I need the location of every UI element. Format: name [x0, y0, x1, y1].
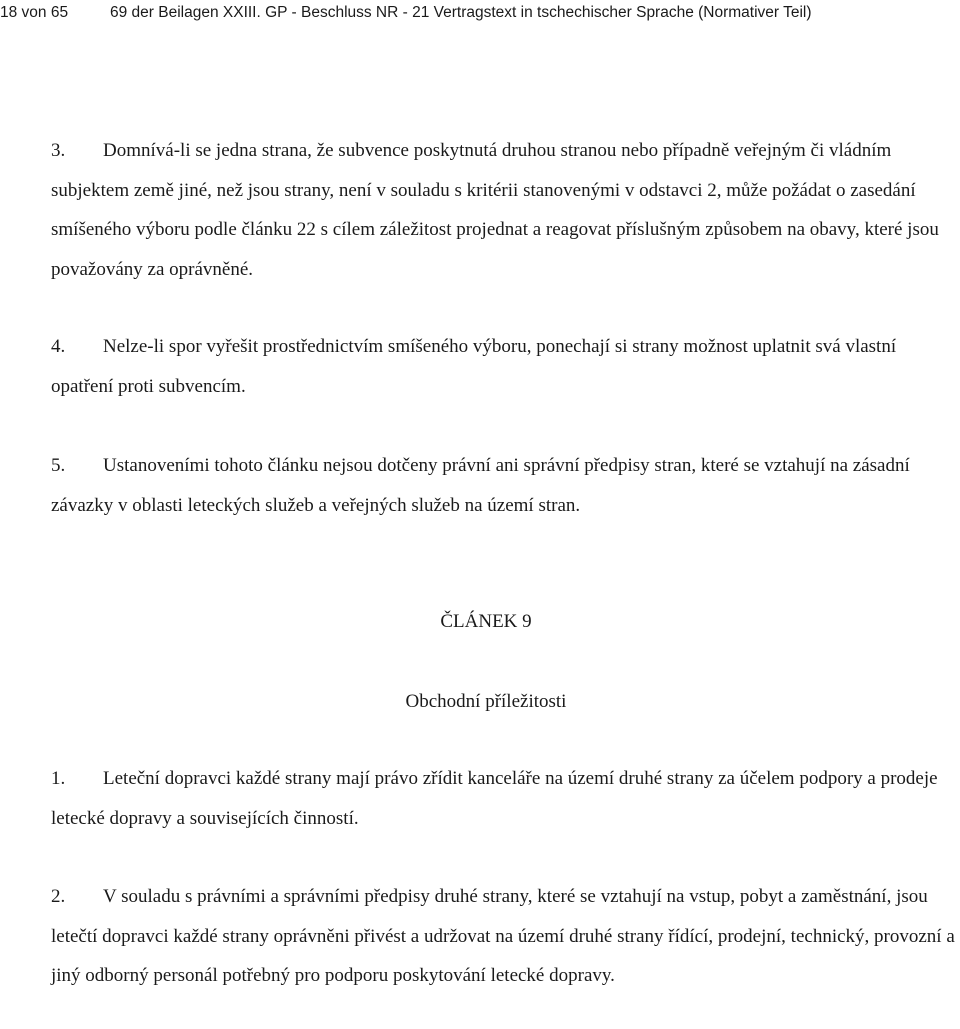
article-subheading: Obchodní příležitosti [405, 691, 567, 712]
paragraph-number: 5. [51, 455, 66, 476]
paragraph-number: 3. [51, 140, 66, 161]
paragraph-4 [51, 327, 959, 406]
paragraph-3 [51, 131, 959, 289]
paragraph-text: Nelze-li spor vyřešit prostřednictvím smíšeného výboru, ponechají si strany možnost uplatnit svá vlastní opatření proti subvencím. [51, 336, 897, 397]
paragraph-number: 4. [51, 336, 66, 357]
document-title: 69 der Beilagen XXIII. GP - Beschluss NR - 21 Vertragstext in tschechischer Sprache (Normativer Teil) [110, 4, 812, 21]
paragraph-number: 2. [51, 886, 66, 907]
article-paragraph-2 [51, 877, 959, 996]
paragraph-text: Leteční dopravci každé strany mají právo zřídit kanceláře na území druhé strany za účelem podpory a prodeje letecké dopravy a souvisejících činností. [51, 768, 938, 829]
page-number: 18 von 65 [0, 4, 69, 21]
paragraph-5 [51, 446, 959, 525]
page-header [0, 2, 960, 24]
paragraph-text: Ustanoveními tohoto článku nejsou dotčeny právní ani správní předpisy stran, které se vztahují na zásadní závazky v oblasti leteckých služeb a veřejných služeb na území stran. [51, 455, 910, 516]
paragraph-text: V souladu s právními a správními předpisy druhé strany, které se vztahují na vstup, pobyt a zaměstnání, jsou letečtí dopravci každé strany oprávněni přivést a udržovat na území druhé strany řídící, prodejní, technický, provozní a jiný odborný personál potřebný pro podporu poskytování letecké dopravy. [51, 886, 955, 986]
paragraph-text: Domnívá-li se jedna strana, že subvence poskytnutá druhou stranou nebo případně veřejným či vládním subjektem země jiné, než jsou strany, není v souladu s kritérii stanovenými v odstavci 2, může požádat o zasedání smíšeného výboru podle článku 22 s cílem záležitost projednat a reagovat příslušným způsobem na obavy, které jsou považovány za oprávněné. [51, 140, 939, 280]
paragraph-number: 1. [51, 768, 66, 789]
article-paragraph-1 [51, 759, 959, 838]
article-heading: ČLÁNEK 9 [440, 611, 532, 632]
